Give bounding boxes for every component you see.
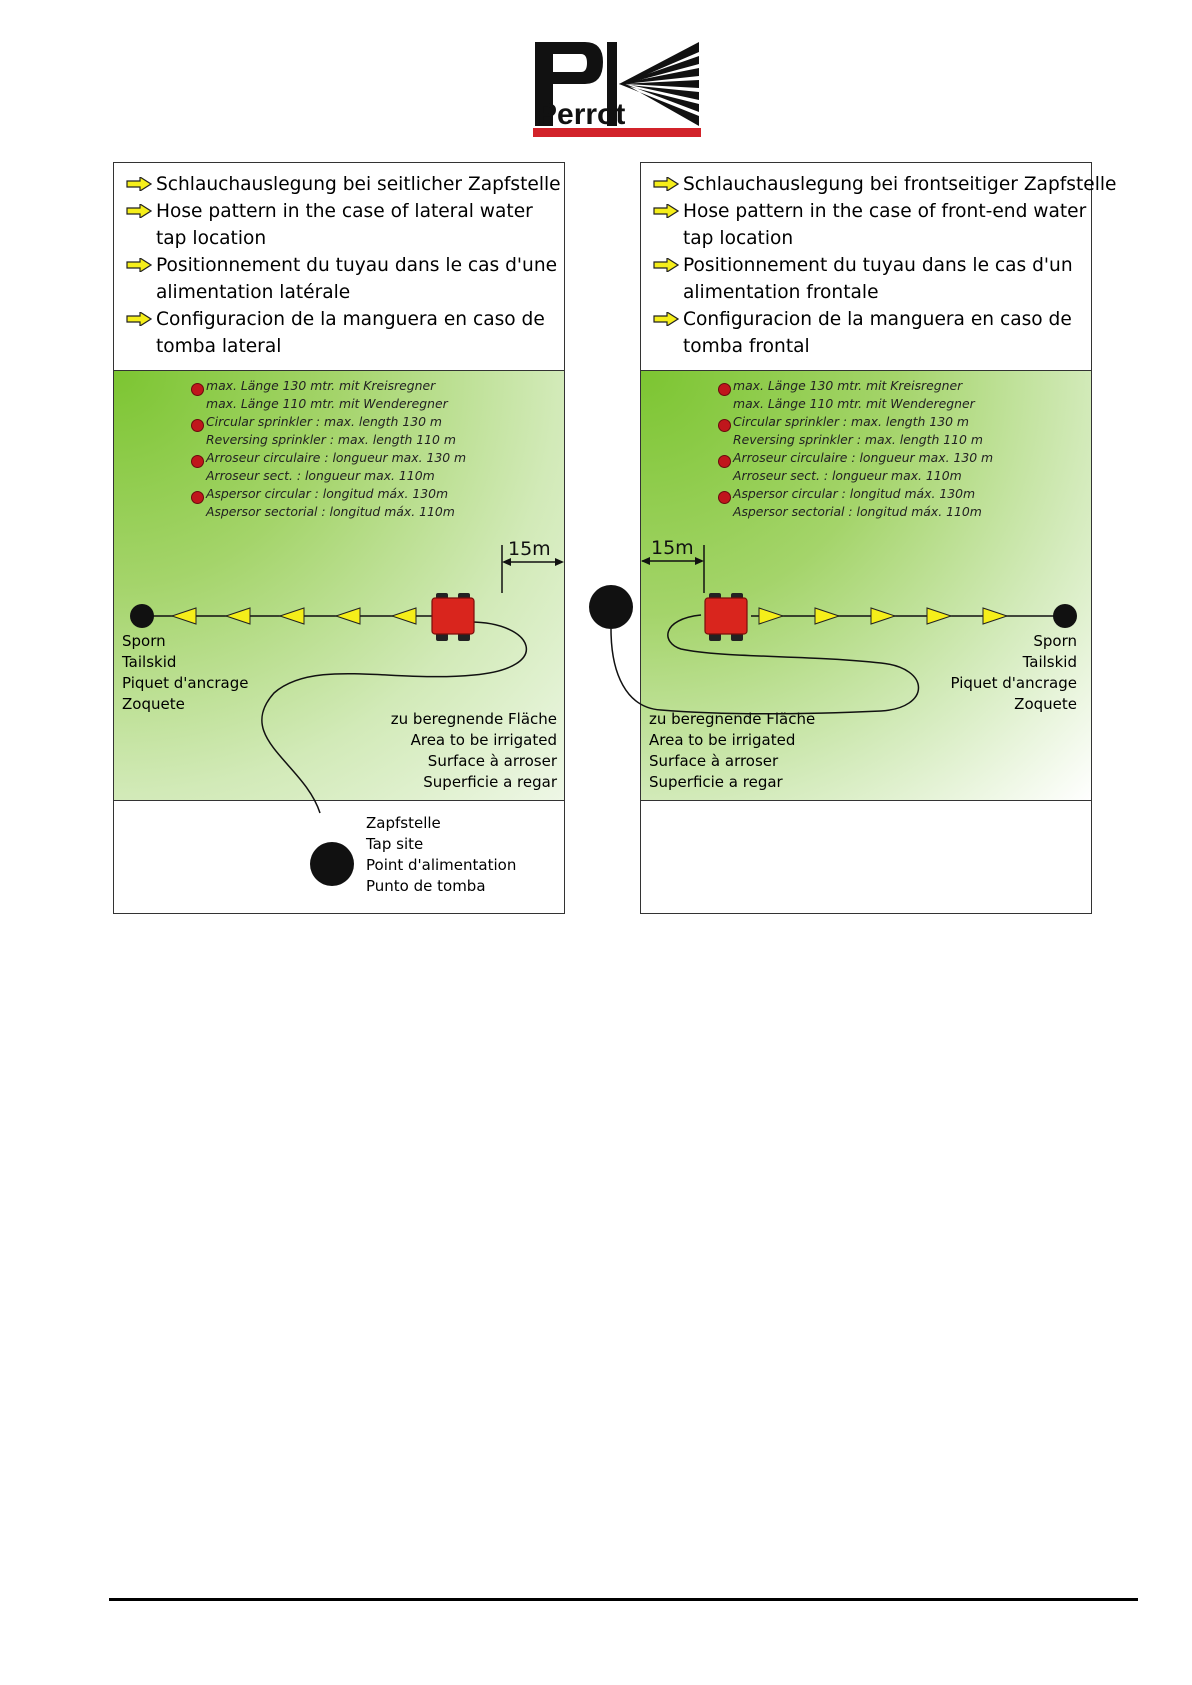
- direction-arrow-icon: [815, 608, 839, 624]
- tailskid-icon: [1053, 604, 1077, 628]
- note-es-2: Aspersor sectorial : longitud máx. 110m: [206, 504, 455, 519]
- tap-site-icon: [310, 842, 354, 886]
- reel-machine-icon: [432, 593, 474, 641]
- note-en-2: Reversing sprinkler : max. length 110 m: [206, 432, 456, 447]
- tailskid-label-en: Tailskid: [122, 653, 177, 671]
- tailskid-icon: [130, 604, 154, 628]
- heading-es: Configuracion de la manguera en caso de: [126, 306, 545, 333]
- logo-text: Perrot: [537, 98, 626, 131]
- direction-arrow-icon: [759, 608, 783, 624]
- direction-arrow-icon: [336, 608, 360, 624]
- area-label-de: zu beregnende Fläche: [390, 710, 557, 728]
- distance-label: 15m: [651, 537, 694, 559]
- area-label-es: Superficie a regar: [649, 773, 783, 791]
- heading-en: Hose pattern in the case of lateral water: [126, 198, 533, 225]
- direction-arrow-icon: [280, 608, 304, 624]
- direction-arrow-icon: [983, 608, 1007, 624]
- heading-en-cont: tap location: [683, 228, 794, 249]
- heading-de: Schlauchauslegung bei seitlicher Zapfstelle: [126, 171, 561, 198]
- note-en-1: Circular sprinkler : max. length 130 m: [206, 414, 442, 429]
- tailskid-label-es: Zoquete: [1014, 695, 1077, 713]
- reel-machine-icon: [705, 593, 747, 641]
- tap-site-icon: [589, 585, 633, 629]
- heading-de: Schlauchauslegung bei frontseitiger Zapfstelle: [653, 171, 1117, 198]
- tap-label-en: Tap site: [366, 835, 424, 853]
- heading-en-cont: tap location: [156, 228, 267, 249]
- heading-fr: Positionnement du tuyau dans le cas d'une: [126, 252, 557, 279]
- tailskid-label-fr: Piquet d'ancrage: [950, 674, 1077, 692]
- perrot-logo: [533, 40, 701, 138]
- heading-en: Hose pattern in the case of front-end water: [653, 198, 1086, 225]
- tailskid-label-es: Zoquete: [122, 695, 185, 713]
- heading-fr-cont: alimentation frontale: [683, 282, 879, 303]
- area-label-en: Area to be irrigated: [649, 731, 796, 749]
- note-fr-1: Arroseur circulaire : longueur max. 130 m: [206, 450, 467, 465]
- direction-arrow-icon: [172, 608, 196, 624]
- tap-label-de: Zapfstelle: [366, 814, 441, 832]
- note-de-2: max. Länge 110 mtr. mit Wenderegner: [206, 396, 448, 411]
- tap-label-fr: Point d'alimentation: [366, 856, 517, 874]
- tailskid-label-en: Tailskid: [1022, 653, 1077, 671]
- note-es-1: Aspersor circular : longitud máx. 130m: [733, 486, 976, 501]
- tailskid-label-de: Sporn: [122, 632, 166, 650]
- direction-arrow-icon: [871, 608, 895, 624]
- note-es-1: Aspersor circular : longitud máx. 130m: [206, 486, 449, 501]
- front-tap-panel: [640, 162, 1117, 914]
- heading-es: Configuracion de la manguera en caso de: [653, 306, 1072, 333]
- note-fr-2: Arroseur sect. : longueur max. 110m: [733, 468, 962, 483]
- area-label-fr: Surface à arroser: [649, 752, 779, 770]
- direction-arrow-icon: [392, 608, 416, 624]
- note-de-1: max. Länge 130 mtr. mit Kreisregner: [206, 378, 436, 393]
- note-fr-2: Arroseur sect. : longueur max. 110m: [206, 468, 435, 483]
- direction-arrow-icon: [927, 608, 951, 624]
- tailskid-label-de: Sporn: [1033, 632, 1077, 650]
- tailskid-label-fr: Piquet d'ancrage: [122, 674, 249, 692]
- lateral-tap-panel: [113, 162, 565, 914]
- note-de-2: max. Länge 110 mtr. mit Wenderegner: [733, 396, 975, 411]
- heading-fr: Positionnement du tuyau dans le cas d'un: [653, 252, 1073, 279]
- note-en-1: Circular sprinkler : max. length 130 m: [733, 414, 969, 429]
- heading-fr-cont: alimentation latérale: [156, 282, 351, 303]
- direction-arrow-icon: [226, 608, 250, 624]
- note-es-2: Aspersor sectorial : longitud máx. 110m: [733, 504, 982, 519]
- distance-label: 15m: [508, 538, 551, 560]
- area-label-de: zu beregnende Fläche: [649, 710, 816, 728]
- area-label-fr: Surface à arroser: [427, 752, 557, 770]
- front-hose-diagram: [581, 163, 1093, 915]
- footer-rule: [109, 1598, 1138, 1601]
- tap-label-es: Punto de tomba: [366, 877, 486, 895]
- note-en-2: Reversing sprinkler : max. length 110 m: [733, 432, 983, 447]
- note-de-1: max. Länge 130 mtr. mit Kreisregner: [733, 378, 963, 393]
- area-label-es: Superficie a regar: [423, 773, 557, 791]
- heading-es-cont: tomba lateral: [156, 336, 282, 357]
- lateral-hose-diagram: [114, 163, 566, 915]
- area-label-en: Area to be irrigated: [410, 731, 557, 749]
- heading-es-cont: tomba frontal: [683, 336, 810, 357]
- note-fr-1: Arroseur circulaire : longueur max. 130 m: [733, 450, 994, 465]
